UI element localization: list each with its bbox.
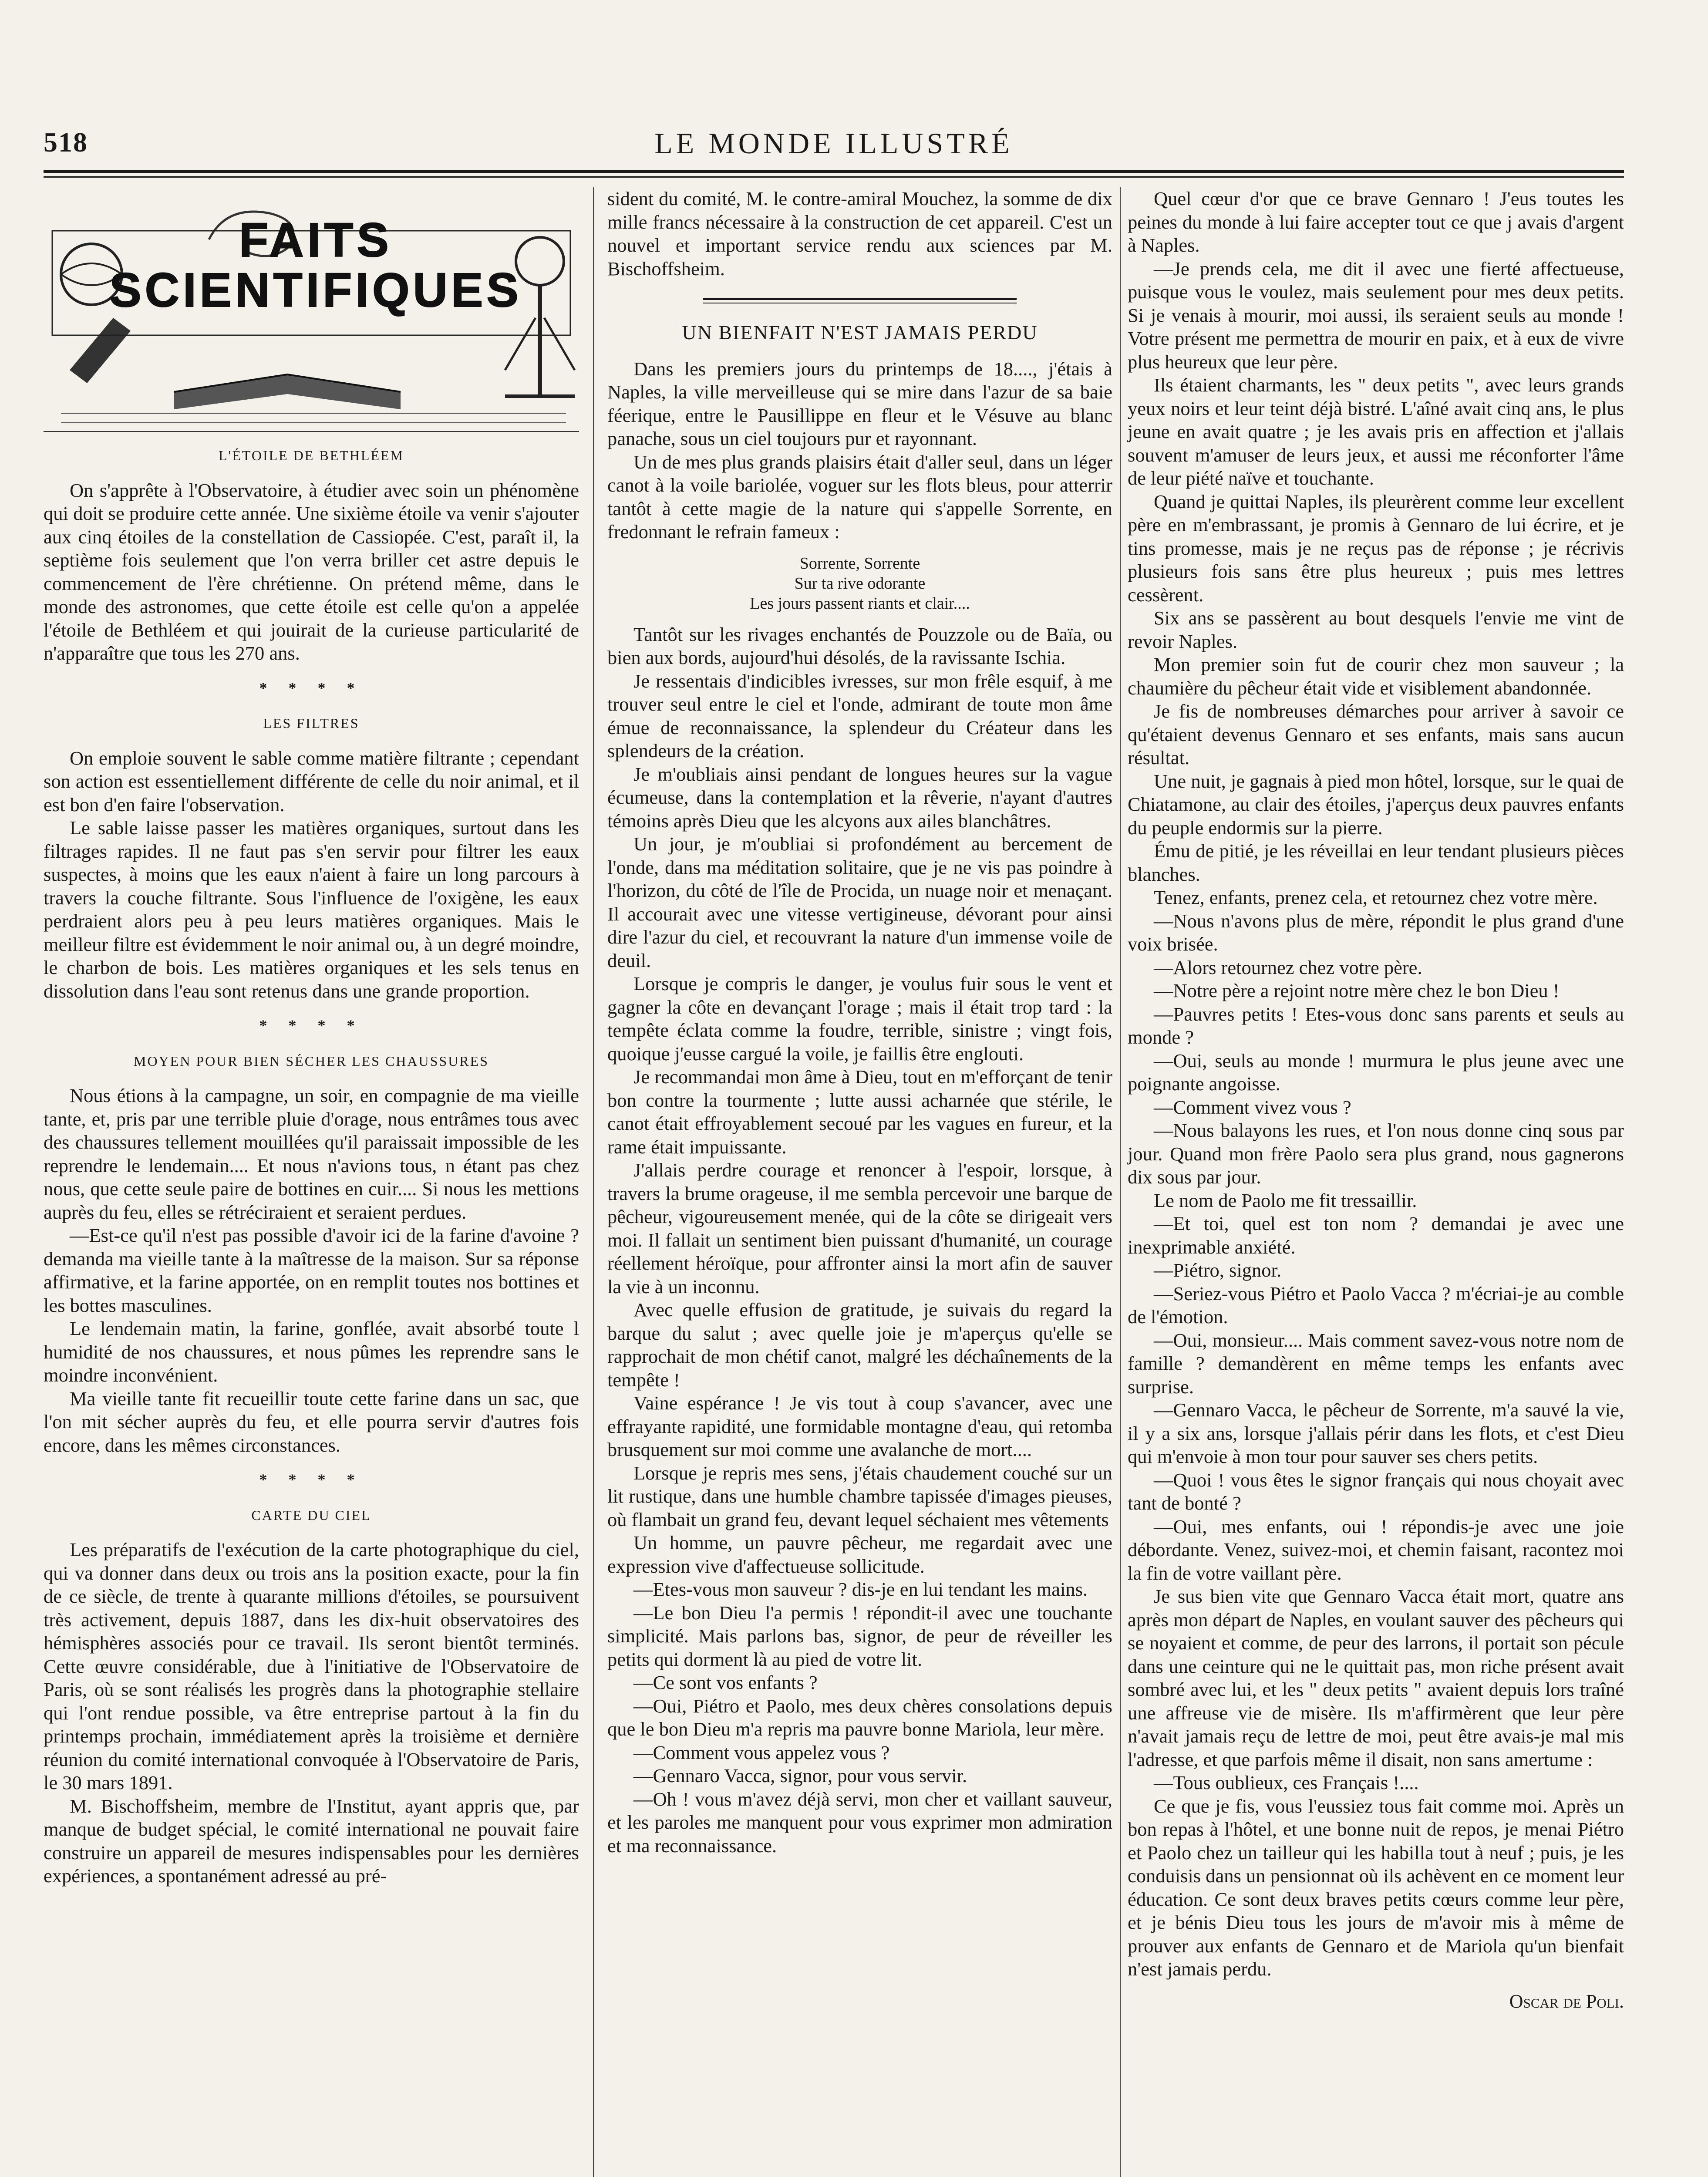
paragraph: Je fis de nombreuses démarches pour arriver à savoir ce qu'étaient devenus Gennaro et ses enfants, mais sans aucun résultat. [1128,700,1624,768]
paragraph: —Comment vous appelez vous ? [633,1741,890,1763]
article-title: MOYEN POUR BIEN SÉCHER LES CHAUSSURES [134,1053,489,1069]
paragraph: Mon premier soin fut de courir chez mon sauveur ; la chaumière du pêcheur était vide et visiblement abandonnée. [1128,654,1624,699]
header-rule [44,170,1624,173]
column-2 [607,187,1112,1857]
paragraph: —Je prends cela, me dit il avec une fierté affectueuse, puisque vous le voulez, mais seulement pour mes deux petits. Si je venais à mourir, moi aussi, ils seraient seuls au monde ! Votre présent me permettra de mourir en paix, et à eux de vivre plus heureux que leur père. [1128,257,1624,373]
paragraph: —Seriez-vous Piétro et Paolo Vacca ? m'écriai-je au comble de l'émotion. [1128,1282,1624,1328]
paragraph: Tantôt sur les rivages enchantés de Pouzzole ou de Baïa, ou bien aux bords, aujourd'hui désolés, de la ravissante Ischia. [607,623,1112,668]
paragraph: Une nuit, je gagnais à pied mon hôtel, lorsque, sur le quai de Chiatamone, au clair des étoiles, j'aperçus deux pauvres enfants du peuple endormis sur la pierre. [1128,770,1624,839]
paragraph: Un homme, un pauvre pêcheur, me regardait avec une expression vive d'affectueuse sollicitude. [607,1532,1112,1577]
paragraph: Lorsque je compris le danger, je voulus fuir sous le vent et gagner la côte en devançant l'orage ; mais il était trop tard : la tempête éclata comme la foudre, terrible, sinistre ; vingt fois, quoique j'eusse cargué la voile, je faillis être englouti. [607,973,1112,1065]
paragraph: —Comment vivez vous ? [1154,1096,1351,1118]
paragraph: Six ans se passèrent au bout desquels l'envie me vint de revoir Naples. [1128,607,1624,652]
paragraph: —Oui, monsieur.... Mais comment savez-vous notre nom de famille ? demandèrent en même temps les enfants avec surprise. [1128,1329,1624,1398]
paragraph: —Oh ! vous m'avez déjà servi, mon cher et vaillant sauveur, et les paroles me manquent pour vous exprimer mon admiration et ma reconnaissance. [607,1788,1112,1857]
paragraph: Avec quelle effusion de gratitude, je suivais du regard la barque du salut ; avec quelle joie je m'aperçus qu'elle se rapprochait de mon chétif canot, malgré les déchaînements de la tempête ! [607,1299,1112,1391]
author-signature: Oscar de Poli. [1509,1990,1624,2012]
paragraph: Quel cœur d'or que ce brave Gennaro ! J'eus toutes les peines du monde à lui faire accepter tout ce que j avais d'argent à Naples. [1128,188,1624,256]
article-title: CARTE DU CIEL [251,1507,371,1523]
paragraph: Je sus bien vite que Gennaro Vacca était mort, quatre ans après mon départ de Naples, en voulant sauver des pêcheurs qui se noyaient et comme, de peur des larrons, il portait son pécule dans une ceinture qui ne le quittait pas, mon riche présent avait sombré avec lui, et les " deux petits " avaient depuis lors traîné une affreuse vie de misère. Ils m'affirmèrent que leur père n'avait jamais reçu de lettre de moi, peut être avais-je mal mis l'adresse, et que parfois même il disait, non sans amertume : [1128,1585,1624,1770]
paragraph: —Oui, mes enfants, oui ! répondis-je avec une joie débordante. Venez, suivez-moi, et chemin faisant, racontez moi la fin de votre vaillant père. [1128,1515,1624,1584]
paragraph: Lorsque je repris mes sens, j'étais chaudement couché sur un lit rustique, dans une humble chambre tapissée d'images pieuses, où flambait un grand feu, devant lequel séchaient mes vêtements [607,1462,1112,1530]
paragraph: Dans les premiers jours du printemps de 18...., j'étais à Naples, la ville merveilleuse qui se mire dans l'azur de sa baie féerique, entre le Pausillippe en fleur et le Vésuve au blanc panache, sous un ciel toujours pur et rayonnant. [607,357,1112,449]
paragraph: Nous étions à la campagne, un soir, en compagnie de ma vieille tante, et, pris par une terrible pluie d'orage, nous entrâmes tous avec des chaussures tellement mouillées qu'il paraissait impossible de les reprendre le lendemain.... Et nous n'avions tous, n étant pas chez nous, que cette seule paire de bottines en cuir.... Si nous les mettions auprès du feu, elles se rétréciraient et seraient perdues. [44,1085,579,1223]
paragraph: —Pauvres petits ! Etes-vous donc sans parents et seuls au monde ? [1128,1003,1624,1048]
verse [607,553,1112,613]
paragraph: Ce que je fis, vous l'eussiez tous fait comme moi. Après un bon repas à l'hôtel, et une bonne nuit de repos, je menai Piétro et Paolo chez un tailleur qui les habilla tout à neuf ; puis, je les conduisis dans un pensionnat où ils achèvent en ce moment leur éducation. Ce sont deux braves petits cœurs comme leur père, et je bénis Dieu tous les jours de m'avoir mis à même de prouver aux enfants de Gennaro et de Mariola qu'un bienfait n'est jamais perdu. [1128,1795,1624,1980]
paragraph: —Notre père a rejoint notre mère chez le bon Dieu ! [1154,980,1560,1001]
paragraph: —Tous oublieux, ces Français !.... [1154,1772,1419,1793]
paragraph: Un de mes plus grands plaisirs était d'aller seul, dans un léger canot à la voile bariolée, voguer sur les flots bleus, pour atterrir tantôt à cette magie de la nature qui s'appelle Sorrente, en fredonnant le refrain fameux : [607,451,1112,543]
paragraph: On s'apprête à l'Observatoire, à étudier avec soin un phénomène qui doit se produire cette année. Une sixième étoile va venir s'ajouter aux cinq étoiles de la constellation de Cassiopée. C'est, paraît il, la septième fois seulement que l'on verra briller cet astre depuis le commencement de l'ère chrétienne. On prétend même, dans le monde des astronomes, que cette étoile est celle qu'on a appelée l'étoile de Bethléem et qui jouirait de la curieuse particularité de n'apparaître que tous les 270 ans. [44,479,579,664]
header-rule-thin [44,176,1624,178]
paragraph: Je recommandai mon âme à Dieu, tout en m'efforçant de tenir bon contre la tourmente ; lutte aussi acharnée que stérile, le canot était effroyablement secoué par les vagues en fureur, et la rame était impuissante. [607,1066,1112,1158]
paragraph: —Nous balayons les rues, et l'on nous donne cinq sous par jour. Quand mon frère Paolo sera plus grand, nous gagnerons dix sous par jour. [1128,1119,1624,1188]
banner-title-line1: FAITS [239,213,392,267]
paragraph: —Piétro, signor. [1154,1259,1281,1281]
story-title: UN BIENFAIT N'EST JAMAIS PERDU [682,321,1038,344]
paragraph: —Alors retournez chez votre père. [1154,956,1422,978]
paragraph: Je m'oubliais ainsi pendant de longues heures sur la vague écumeuse, dans la contemplation et la rêverie, n'ayant d'autres témoins après Dieu que les alcyons aux ailes blanchâtres. [607,763,1112,832]
paragraph: sident du comité, M. le contre-amiral Mouchez, la somme de dix mille francs nécessaire à la construction de cet appareil. C'est un nouvel et important service rendu aux sciences par M. Bischoffsheim. [607,188,1112,280]
paragraph: Le nom de Paolo me fit tressaillir. [1154,1189,1417,1211]
paragraph: —Quoi ! vous êtes le signor français qui nous choyait avec tant de bonté ? [1128,1469,1624,1514]
paragraph: —Oui, Piétro et Paolo, mes deux chères consolations depuis que le bon Dieu m'a repris ma pauvre bonne Mariola, leur mère. [607,1695,1112,1740]
paragraph: —Etes-vous mon sauveur ? dis-je en lui tendant les mains. [633,1578,1088,1600]
section-rule [703,298,1017,303]
journal-title: LE MONDE ILLUSTRÉ [654,127,1013,160]
column-divider [593,187,594,2177]
column-divider [1120,187,1121,2177]
verse-line: Sur ta rive odorante [794,574,926,593]
paragraph: On emploie souvent le sable comme matière filtrante ; cependant son action est essentiellement différente de celle du noir animal, et il est bon d'en faire l'observation. [44,747,579,816]
paragraph: —Gennaro Vacca, signor, pour vous servir. [633,1765,967,1786]
paragraph: —Et toi, quel est ton nom ? demandai je avec une inexprimable anxiété. [1128,1213,1624,1258]
banner-title-line2: SCIENTIFIQUES [109,263,522,317]
paragraph: —Nous n'avons plus de mère, répondit le plus grand d'une voix brisée. [1128,910,1624,955]
article-title: LES FILTRES [263,715,360,731]
article-title: L'ÉTOILE DE BETHLÉEM [219,448,404,463]
paragraph: Un jour, je m'oubliai si profondément au bercement de l'onde, dans ma méditation solitaire, que je ne vis pas poindre à l'horizon, du côté de l'île de Procida, un nuage noir et menaçant. Il accourait avec une vitesse vertigineuse, dévorant pour ainsi dire l'azur du ciel, et recouvrant la nature d'un immense voile de deuil. [607,833,1112,971]
paragraph: Le lendemain matin, la farine, gonflée, avait absorbé toute l humidité de nos chaussures, et nous pûmes les reprendre sans le moindre inconvénient. [44,1318,579,1386]
paragraph: Les préparatifs de l'exécution de la carte photographique du ciel, qui va donner dans deux ou trois ans la position exacte, pour la fin de ce siècle, de trente à quarante millions d'étoiles, se poursuivent très activement, depuis 1887, dans les dix-huit observatoires des hémisphères associés pour ce travail. Ils seront bientôt terminés. Cette œuvre considérable, due à l'initiative de l'Observatoire de Paris, où se sont réalisés les progrès dans la photographie stellaire qui l'ont rendue possible, va être entreprise partout à la fin du printemps prochain, immédiatement après la troisième et dernière réunion du comité international convoquée à l'Observatoire de Paris, le 30 mars 1891. [44,1539,579,1793]
paragraph: Tenez, enfants, prenez cela, et retournez chez votre mère. [1154,886,1598,908]
section-separator: * * * * [259,679,364,697]
paragraph: Vaine espérance ! Je vis tout à coup s'avancer, avec une effrayante rapidité, une formidable montagne d'eau, qui retomba brusquement sur moi comme une avalanche de mort.... [607,1392,1112,1460]
paragraph: —Le bon Dieu l'a permis ! répondit-il avec une touchante simplicité. Mais parlons bas, signor, de peur de réveiller les petits qui dorment là au pied de votre lit. [607,1601,1112,1670]
column-1 [44,187,579,1888]
verse-line: Les jours passent riants et clair.... [750,594,970,613]
paragraph: Le sable laisse passer les matières organiques, surtout dans les filtrages rapides. Il ne faut pas s'en servir pour filtrer les eaux suspectes, à moins que les eaux n'aient à faire un long parcours à travers la couche filtrante. Sous l'influence de l'oxigène, les eaux perdraient alors peu à peu leurs matières organiques. Mais le meilleur filtre est évidemment le noir animal ou, à un degré moindre, le charbon de bois. Les matières organiques et les sels tenus en dissolution dans l'eau sont retenus dans une grande proportion. [44,817,579,1002]
paragraph: —Ce sont vos enfants ? [633,1672,818,1693]
paragraph: Ma vieille tante fit recueillir toute cette farine dans un sac, que l'on mit sécher auprès du feu, et elle pourra servir d'autres fois encore, dans les mêmes circonstances. [44,1387,579,1456]
paragraph: —Oui, seuls au monde ! murmura le plus jeune avec une poignante angoisse. [1128,1049,1624,1095]
column-3 [1128,187,1624,2013]
paragraph: Quand je quittai Naples, ils pleurèrent comme leur excellent père en m'embrassant, je promis à Gennaro de lui écrire, et je tins promesse, mais je ne reçus pas de réponse ; je récrivis plusieurs fois sans être plus heureux ; puis mes lettres cessèrent. [1128,490,1624,606]
section-separator: * * * * [259,1017,364,1034]
section-separator: * * * * [259,1471,364,1488]
paragraph: Ils étaient charmants, les " deux petits ", avec leurs grands yeux noirs et leur teint déjà bistré. L'aîné avait cinq ans, le plus jeune en avait quatre ; je les avais pris en affection et j'allais souvent m'amuser de leurs jeux, et aussi me réconforter l'âme de leur piété naïve et touchante. [1128,374,1624,489]
paragraph: —Est-ce qu'il n'est pas possible d'avoir ici de la farine d'avoine ? demanda ma vieille tante à la maîtresse de la maison. Sur sa réponse affirmative, et la farine apportée, on en remplit toutes nos bottines et les bottes masculines. [44,1224,579,1316]
verse-line: Sorrente, Sorrente [799,554,920,573]
paragraph: —Gennaro Vacca, le pêcheur de Sorrente, m'a sauvé la vie, il y a six ans, lorsque j'allais périr dans les flots, et c'est Dieu qui m'envoie à mon tour pour sauver ses chers petits. [1128,1399,1624,1467]
page-header [44,126,1624,165]
paragraph: M. Bischoffsheim, membre de l'Institut, ayant appris que, par manque de budget spécial, le comité international ne pouvait faire construire un appareil de mesures indispensables pour les dernières expériences, a spontanément adressé au pré- [44,1795,579,1887]
paragraph: Je ressentais d'indicibles ivresses, sur mon frêle esquif, à me trouver seul entre le ciel et l'onde, admirant de toute mon âme émue de reconnaissance, la splendeur du Créateur dans les splendeurs de la création. [607,670,1112,762]
faits-scientifiques-banner [44,187,579,432]
paragraph: Ému de pitié, je les réveillai en leur tendant plusieurs pièces blanches. [1128,840,1624,885]
paragraph: J'allais perdre courage et renoncer à l'espoir, lorsque, à travers la brume orageuse, il me sembla percevoir une barque de pêcheur, vigoureusement menée, qui de la côte se dirigeait vers moi. Il fallait un sentiment bien puissant d'humanité, un courage réellement héroïque, pour affronter ainsi la mort afin de sauver la vie à un inconnu. [607,1159,1112,1297]
page-number: 518 [44,127,88,158]
